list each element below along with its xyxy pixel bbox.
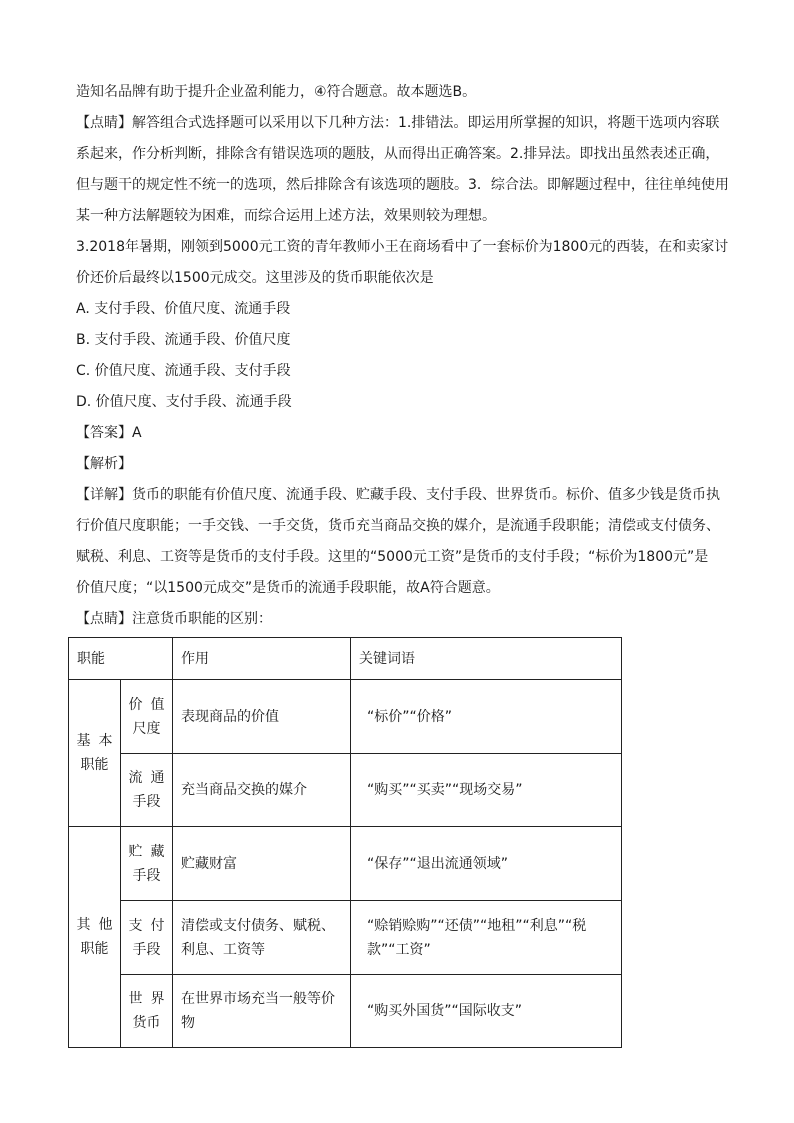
header-function: 职能 [69, 638, 173, 680]
text-line: 行价值尺度职能；一手交钱、一手交货，货币充当商品交换的媒介，是流通手段职能；清偿或支付债务、 [76, 518, 720, 534]
text-line: 造知名品牌有助于提升企业盈利能力，④符合题意。故本题选B。 [76, 84, 477, 100]
text-line: 某一种方法解题较为困难，而综合运用上述方法，效果则较为理想。 [76, 208, 496, 224]
text-line: 但与题干的规定性不统一的选项，然后排除含有该选项的题肢。3．综合法。即解题过程中，往往单纯使用 [76, 177, 729, 193]
text-line: 【详解】货币的职能有价值尺度、流通手段、贮藏手段、支付手段、世界货币。标价、值多少钱是货币执 [76, 487, 720, 503]
currency-functions-table [68, 637, 622, 1048]
text-line: 价值尺度；“以1500元成交”是货币的流通手段职能，故A符合题意。 [76, 580, 500, 596]
table-row [69, 827, 622, 901]
role-cell: 表现商品的价值 [173, 680, 351, 754]
question-text: 3.2018年暑期，刚领到5000元工资的青年教师小王在商场看中了一套标价为1800元的西装，在和卖家讨 [76, 239, 729, 255]
sub-function: 支 付 手段 [121, 901, 173, 975]
role-cell: 清偿或支付债务、赋税、利息、工资等 [173, 901, 351, 975]
option-b: B. 支付手段、流通手段、价值尺度 [76, 332, 291, 348]
table-header-row [69, 638, 622, 680]
keywords-cell: “购买”“买卖”“现场交易” [351, 754, 622, 827]
group-basic-functions: 基 本 职能 [69, 680, 121, 827]
sub-function: 流 通 手段 [121, 754, 173, 827]
role-cell: 充当商品交换的媒介 [173, 754, 351, 827]
role-cell: 在世界市场充当一般等价物 [173, 975, 351, 1048]
sub-function: 贮 藏 手段 [121, 827, 173, 901]
table-caption: 【点睛】注意货币职能的区别： [76, 611, 272, 627]
question-text: 价还价后最终以1500元成交。这里涉及的货币职能依次是 [76, 270, 434, 286]
table-row [69, 901, 622, 975]
text-line: 赋税、利息、工资等是货币的支付手段。这里的“5000元工资”是货币的支付手段；“标价为1800元”是 [76, 549, 709, 565]
option-a: A. 支付手段、价值尺度、流通手段 [76, 301, 291, 317]
table-row [69, 754, 622, 827]
keywords-cell: “保存”“退出流通领域” [351, 827, 622, 901]
header-role: 作用 [173, 638, 351, 680]
table-row [69, 975, 622, 1048]
option-c: C. 价值尺度、流通手段、支付手段 [76, 363, 291, 379]
keywords-cell: “标价”“价格” [351, 680, 622, 754]
analysis-label: 【解析】 [76, 456, 132, 472]
text-line: 系起来，作分析判断，排除含有错误选项的题肢，从而得出正确答案。2.排异法。即找出虽然表述正确， [76, 146, 720, 162]
keywords-cell: “赊销赊购”“还债”“地租”“利息”“税款”“工资” [351, 901, 622, 975]
group-other-functions: 其 他 职能 [69, 827, 121, 1048]
table-row [69, 680, 622, 754]
keywords-cell: “购买外国货”“国际收支” [351, 975, 622, 1048]
text-line: 【点睛】解答组合式选择题可以采用以下几种方法：1.排错法。即运用所掌握的知识，将题干选项内容联 [76, 115, 720, 131]
sub-function: 世 界 货币 [121, 975, 173, 1048]
sub-function: 价 值 尺度 [121, 680, 173, 754]
header-keywords: 关键词语 [351, 638, 622, 680]
option-d: D. 价值尺度、支付手段、流通手段 [76, 394, 292, 410]
answer-label: 【答案】A [76, 425, 142, 441]
role-cell: 贮藏财富 [173, 827, 351, 901]
